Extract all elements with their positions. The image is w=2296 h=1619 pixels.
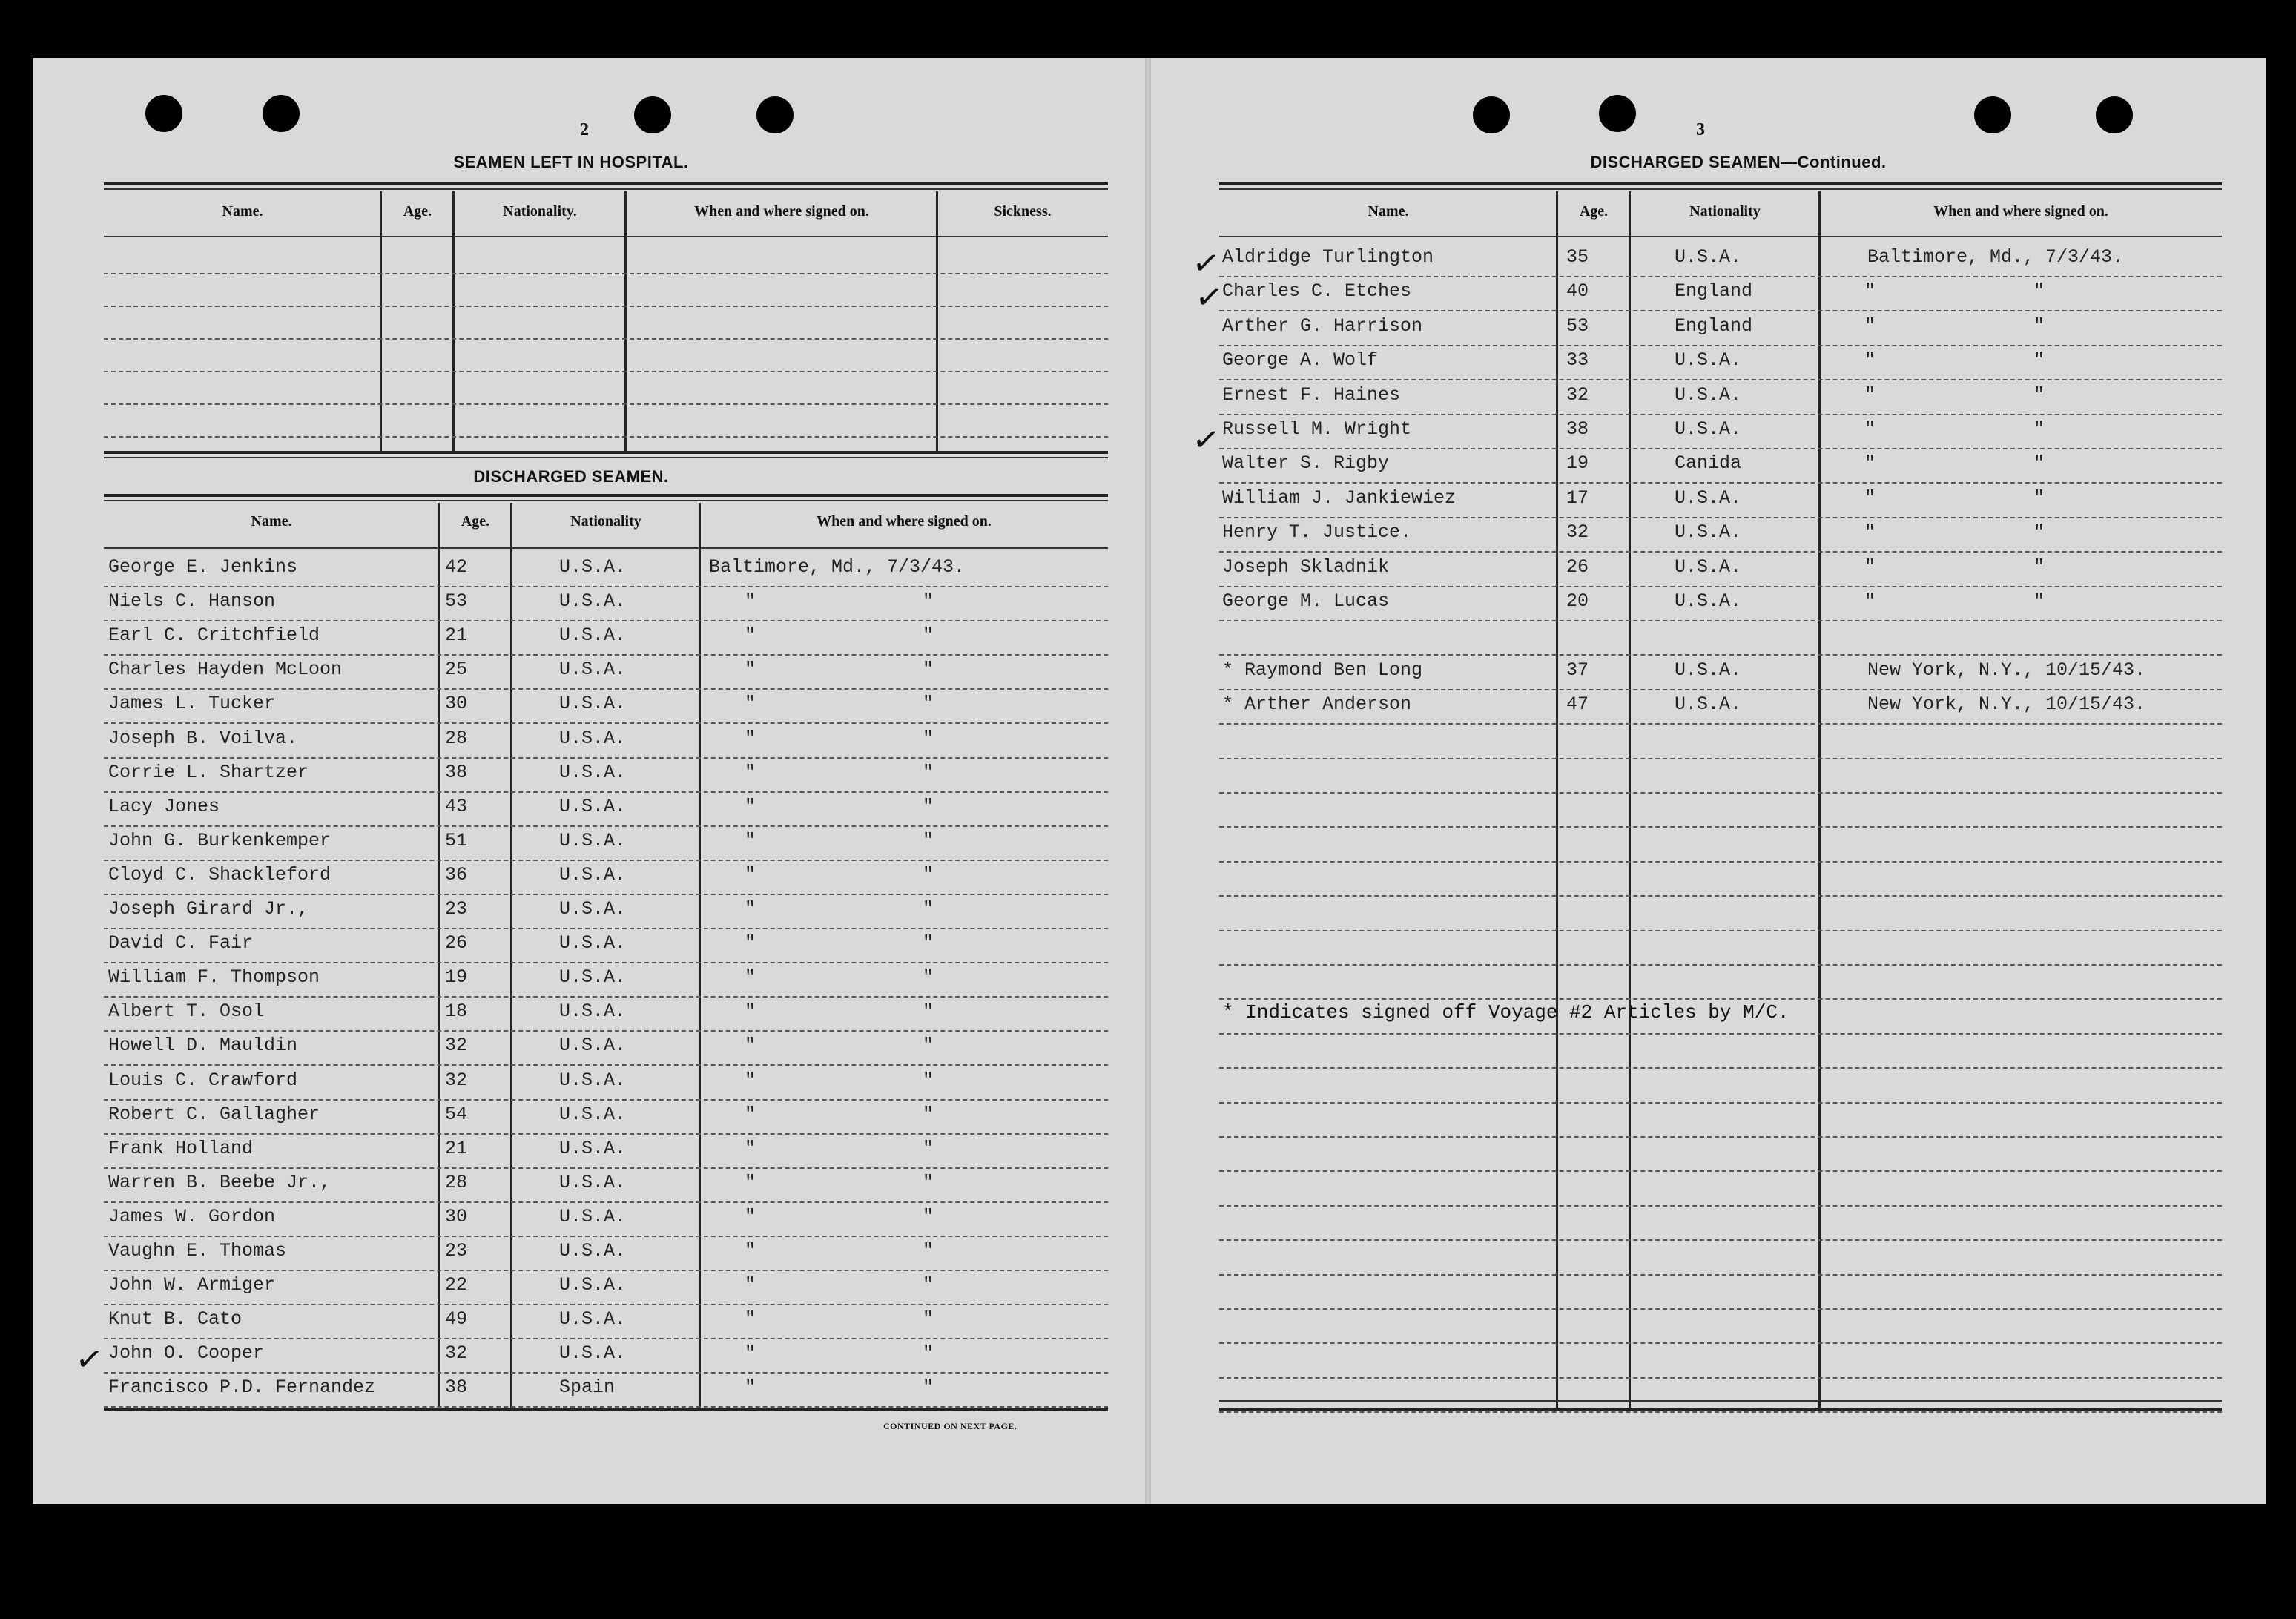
table-row-line xyxy=(1219,414,2222,415)
column-header: When and where signed on. xyxy=(1933,203,2108,220)
seaman-name: Aldridge Turlington xyxy=(1222,246,1434,268)
ditto-mark: " xyxy=(745,863,756,886)
table-row-line xyxy=(1219,1239,2222,1241)
seaman-name: Niels C. Hanson xyxy=(108,590,276,613)
seaman-nationality: U.S.A. xyxy=(559,693,627,715)
seaman-age: 21 xyxy=(445,1137,468,1159)
ditto-mark: " xyxy=(2033,452,2045,475)
ditto-mark: " xyxy=(923,932,934,954)
table-row-line xyxy=(1219,723,2222,725)
seaman-name: William J. Jankiewiez xyxy=(1222,487,1457,509)
seaman-name: David C. Fair xyxy=(108,932,254,954)
table-row-line xyxy=(104,1064,1108,1066)
seaman-nationality: U.S.A. xyxy=(559,898,627,920)
seaman-nationality: U.S.A. xyxy=(559,1035,627,1057)
table-row-line xyxy=(104,1270,1108,1271)
hospital-section-title: SEAMEN LEFT IN HOSPITAL. xyxy=(453,153,689,171)
seaman-name: Russell M. Wright xyxy=(1222,418,1412,440)
seaman-age: 54 xyxy=(445,1103,468,1125)
ditto-mark: " xyxy=(2033,418,2045,440)
ditto-mark: " xyxy=(1864,452,1876,475)
punch-hole xyxy=(1974,96,2011,133)
table-row-line xyxy=(1219,998,2222,1000)
ditto-mark: " xyxy=(745,1376,756,1399)
seaman-name: Henry T. Justice. xyxy=(1222,521,1412,544)
seaman-name: James W. Gordon xyxy=(108,1205,276,1227)
ditto-mark: " xyxy=(2033,590,2045,612)
seaman-name: Joseph Girard Jr., xyxy=(108,898,309,920)
ditto-mark: " xyxy=(923,1137,934,1159)
seaman-age: 23 xyxy=(445,898,468,920)
table-row-line xyxy=(104,722,1108,724)
seaman-nationality: U.S.A. xyxy=(559,1103,627,1125)
ditto-mark: " xyxy=(923,1000,934,1023)
table-row-line xyxy=(104,928,1108,929)
table-row-line xyxy=(1219,551,2222,553)
seaman-name: James L. Tucker xyxy=(108,693,276,715)
seaman-nationality: U.S.A. xyxy=(559,966,627,989)
table-row-line xyxy=(104,962,1108,963)
ditto-mark: " xyxy=(745,829,756,851)
column-header: Nationality xyxy=(1689,203,1761,220)
seaman-age: 25 xyxy=(445,659,468,681)
check-mark: ✓ xyxy=(1192,277,1226,319)
seaman-age: 23 xyxy=(445,1240,468,1262)
ditto-mark: " xyxy=(923,761,934,783)
seaman-nationality: U.S.A. xyxy=(1675,659,1742,681)
table-row-line xyxy=(104,757,1108,759)
ditto-mark: " xyxy=(2033,383,2045,406)
seaman-nationality: England xyxy=(1675,314,1753,337)
seaman-name: Walter S. Rigby xyxy=(1222,452,1390,475)
table-row-line xyxy=(104,1338,1108,1339)
seaman-nationality: U.S.A. xyxy=(559,932,627,954)
ditto-mark: " xyxy=(2033,521,2045,544)
table-row-line xyxy=(104,1167,1108,1169)
ditto-mark: " xyxy=(745,1240,756,1262)
table-row-line xyxy=(1219,895,2222,897)
table-row-line xyxy=(1219,1411,2222,1413)
table-row-line xyxy=(104,825,1108,827)
column-divider xyxy=(1556,191,1558,1408)
seaman-name: Corrie L. Shartzer xyxy=(108,761,309,783)
table-row-line xyxy=(1219,1102,2222,1104)
seaman-name: Louis C. Crawford xyxy=(108,1069,298,1091)
table-row-line xyxy=(104,273,1108,274)
table-row-line xyxy=(104,436,1108,438)
punch-hole xyxy=(145,95,182,132)
ditto-mark: " xyxy=(1864,349,1876,372)
ditto-mark: " xyxy=(923,590,934,613)
seaman-age: 30 xyxy=(445,1205,468,1227)
seaman-age: 32 xyxy=(445,1342,468,1365)
signed-on: Baltimore, Md., 7/3/43. xyxy=(709,556,966,578)
ditto-mark: " xyxy=(1864,383,1876,406)
ditto-mark: " xyxy=(923,795,934,817)
ditto-mark: " xyxy=(923,1240,934,1262)
seaman-nationality: U.S.A. xyxy=(559,795,627,817)
seaman-name: Charles Hayden McLoon xyxy=(108,659,343,681)
table-row-line xyxy=(1219,1274,2222,1276)
punch-hole xyxy=(2096,96,2133,133)
seaman-name: Joseph Skladnik xyxy=(1222,555,1390,578)
table-row-line xyxy=(104,1133,1108,1135)
ditto-mark: " xyxy=(923,1274,934,1296)
punch-hole xyxy=(634,96,671,133)
table-row-line xyxy=(1219,826,2222,828)
punch-hole xyxy=(263,95,300,132)
document-sheet xyxy=(33,58,2266,1504)
seaman-nationality: U.S.A. xyxy=(559,556,627,578)
table-row-line xyxy=(1219,792,2222,794)
seaman-name: John W. Armiger xyxy=(108,1274,276,1296)
punch-hole xyxy=(756,96,794,133)
seaman-nationality: U.S.A. xyxy=(559,1240,627,1262)
column-divider xyxy=(699,503,701,1408)
seaman-name: John G. Burkenkemper xyxy=(108,829,331,851)
ditto-mark: " xyxy=(745,590,756,613)
ditto-mark: " xyxy=(1864,555,1876,578)
seaman-name: Warren B. Beebe Jr., xyxy=(108,1171,331,1193)
ditto-mark: " xyxy=(923,727,934,749)
discharged-continued-title: DISCHARGED SEAMEN—Continued. xyxy=(1590,153,1887,171)
column-header: Name. xyxy=(1368,203,1409,220)
column-header: Age. xyxy=(1579,203,1609,220)
table-row-line xyxy=(104,306,1108,307)
seaman-age: 40 xyxy=(1566,280,1589,303)
ditto-mark: " xyxy=(745,693,756,715)
ditto-mark: " xyxy=(2033,280,2045,303)
column-divider xyxy=(438,503,440,1408)
ditto-mark: " xyxy=(1864,590,1876,612)
ditto-mark: " xyxy=(1864,280,1876,303)
ditto-mark: " xyxy=(923,898,934,920)
column-header: Sickness. xyxy=(994,203,1052,220)
table-row-line xyxy=(1219,689,2222,690)
seaman-age: 17 xyxy=(1566,487,1589,509)
seaman-nationality: U.S.A. xyxy=(1675,555,1742,578)
seaman-age: 35 xyxy=(1566,246,1589,268)
seaman-nationality: U.S.A. xyxy=(1675,487,1742,509)
ditto-mark: " xyxy=(1864,418,1876,440)
ditto-mark: " xyxy=(745,932,756,954)
footnote: * Indicates signed off Voyage #2 Articles by M/C. xyxy=(1222,1001,1789,1023)
table-row-line xyxy=(1219,586,2222,587)
ditto-mark: " xyxy=(1864,521,1876,544)
seaman-nationality: Canida xyxy=(1675,452,1742,475)
seaman-nationality: U.S.A. xyxy=(559,1137,627,1159)
column-header: Name. xyxy=(222,203,263,220)
table-row-line xyxy=(104,403,1108,405)
ditto-mark: " xyxy=(2033,555,2045,578)
seaman-nationality: U.S.A. xyxy=(1675,349,1742,372)
check-mark: ✓ xyxy=(1190,419,1223,461)
table-row-line xyxy=(104,586,1108,587)
seaman-nationality: U.S.A. xyxy=(559,590,627,613)
table-row-line xyxy=(104,1304,1108,1305)
ditto-mark: " xyxy=(745,727,756,749)
column-header: Age. xyxy=(403,203,432,220)
page-number: 2 xyxy=(580,120,589,139)
column-divider xyxy=(452,191,455,451)
ditto-mark: " xyxy=(923,1171,934,1193)
page-fold xyxy=(1145,58,1151,1504)
seaman-age: 32 xyxy=(1566,521,1589,544)
seaman-name: Vaughn E. Thomas xyxy=(108,1240,287,1262)
ditto-mark: " xyxy=(745,898,756,920)
ditto-mark: " xyxy=(745,1171,756,1193)
seaman-age: 32 xyxy=(1566,383,1589,406)
seaman-name: Lacy Jones xyxy=(108,795,220,817)
seaman-name: Albert T. Osol xyxy=(108,1000,265,1023)
punch-hole xyxy=(1473,96,1510,133)
table-row-line xyxy=(1219,345,2222,346)
ditto-mark: " xyxy=(2033,487,2045,509)
ditto-mark: " xyxy=(745,1274,756,1296)
seaman-age: 21 xyxy=(445,624,468,647)
table-row-line xyxy=(1219,1342,2222,1344)
ditto-mark: " xyxy=(923,863,934,886)
column-divider xyxy=(624,191,627,451)
ditto-mark: " xyxy=(923,966,934,989)
seaman-age: 51 xyxy=(445,829,468,851)
seaman-nationality: U.S.A. xyxy=(559,1069,627,1091)
seaman-nationality: U.S.A. xyxy=(1675,693,1742,716)
table-row-line xyxy=(1219,930,2222,931)
seaman-age: 28 xyxy=(445,1171,468,1193)
seaman-nationality: England xyxy=(1675,280,1753,303)
table-row-line xyxy=(104,1236,1108,1237)
seaman-age: 37 xyxy=(1566,659,1589,681)
check-mark: ✓ xyxy=(1190,243,1223,285)
seaman-nationality: U.S.A. xyxy=(559,1171,627,1193)
table-row-line xyxy=(104,996,1108,998)
seaman-age: 30 xyxy=(445,693,468,715)
table-row-line xyxy=(104,654,1108,656)
seaman-nationality: U.S.A. xyxy=(1675,246,1742,268)
seaman-name: Cloyd C. Shackleford xyxy=(108,863,331,886)
seaman-nationality: U.S.A. xyxy=(559,1308,627,1331)
seaman-name: * Arther Anderson xyxy=(1222,693,1412,716)
table-row-line xyxy=(104,620,1108,621)
seaman-age: 38 xyxy=(1566,418,1589,440)
column-header: Nationality xyxy=(570,513,641,530)
ditto-mark: " xyxy=(745,1205,756,1227)
table-row-line xyxy=(1219,1170,2222,1172)
seaman-nationality: U.S.A. xyxy=(559,761,627,783)
table-row-line xyxy=(104,1372,1108,1374)
seaman-name: John O. Cooper xyxy=(108,1342,265,1365)
table-row-line xyxy=(104,791,1108,793)
table-row-line xyxy=(1219,1377,2222,1379)
seaman-age: 53 xyxy=(445,590,468,613)
ditto-mark: " xyxy=(1864,314,1876,337)
table-row-line xyxy=(1219,758,2222,759)
seaman-nationality: U.S.A. xyxy=(559,863,627,886)
seaman-age: 28 xyxy=(445,727,468,749)
seaman-age: 42 xyxy=(445,556,468,578)
seaman-name: Earl C. Critchfield xyxy=(108,624,320,647)
page-number: 3 xyxy=(1696,120,1705,139)
ditto-mark: " xyxy=(923,693,934,715)
table-row-line xyxy=(1219,482,2222,484)
seaman-age: 22 xyxy=(445,1274,468,1296)
ditto-mark: " xyxy=(923,1035,934,1057)
ditto-mark: " xyxy=(745,1308,756,1331)
ditto-mark: " xyxy=(923,624,934,647)
ditto-mark: " xyxy=(923,1103,934,1125)
column-header: Name. xyxy=(251,513,292,530)
column-header: When and where signed on. xyxy=(817,513,992,530)
seaman-nationality: U.S.A. xyxy=(559,1000,627,1023)
table-row-line xyxy=(1219,1136,2222,1138)
seaman-age: 19 xyxy=(1566,452,1589,475)
seaman-age: 49 xyxy=(445,1308,468,1331)
seaman-name: William F. Thompson xyxy=(108,966,320,989)
seaman-age: 53 xyxy=(1566,314,1589,337)
table-row-line xyxy=(1219,861,2222,863)
seaman-nationality: U.S.A. xyxy=(1675,521,1742,544)
signed-on: Baltimore, Md., 7/3/43. xyxy=(1867,246,2124,268)
seaman-nationality: U.S.A. xyxy=(559,659,627,681)
seaman-nationality: U.S.A. xyxy=(1675,590,1742,612)
table-row-line xyxy=(104,688,1108,690)
ditto-mark: " xyxy=(923,659,934,681)
seaman-age: 20 xyxy=(1566,590,1589,612)
table-row-line xyxy=(1219,1033,2222,1035)
column-header: When and where signed on. xyxy=(694,203,869,220)
seaman-name: Ernest F. Haines xyxy=(1222,383,1401,406)
table-row-line xyxy=(1219,1067,2222,1069)
table-row-line xyxy=(1219,310,2222,311)
column-header: Age. xyxy=(461,513,490,530)
table-row-line xyxy=(1219,620,2222,621)
seaman-age: 26 xyxy=(445,932,468,954)
seaman-nationality: U.S.A. xyxy=(559,1205,627,1227)
table-row-line xyxy=(1219,1308,2222,1310)
seaman-age: 43 xyxy=(445,795,468,817)
column-divider xyxy=(1629,191,1631,1408)
seaman-name: Knut B. Cato xyxy=(108,1308,243,1331)
seaman-name: Howell D. Mauldin xyxy=(108,1035,298,1057)
ditto-mark: " xyxy=(745,795,756,817)
ditto-mark: " xyxy=(923,1342,934,1365)
ditto-mark: " xyxy=(1864,487,1876,509)
ditto-mark: " xyxy=(745,624,756,647)
seaman-name: Arther G. Harrison xyxy=(1222,314,1423,337)
table-row-line xyxy=(104,860,1108,861)
ditto-mark: " xyxy=(923,1308,934,1331)
seaman-nationality: U.S.A. xyxy=(559,727,627,749)
ditto-mark: " xyxy=(923,1069,934,1091)
table-row-line xyxy=(104,371,1108,372)
seaman-name: George M. Lucas xyxy=(1222,590,1390,612)
discharged-section-title: DISCHARGED SEAMEN. xyxy=(473,467,669,486)
seaman-age: 33 xyxy=(1566,349,1589,372)
ditto-mark: " xyxy=(2033,349,2045,372)
ditto-mark: " xyxy=(923,829,934,851)
seaman-name: Francisco P.D. Fernandez xyxy=(108,1376,376,1399)
table-row-line xyxy=(1219,448,2222,449)
table-row-line xyxy=(1219,964,2222,966)
seaman-age: 36 xyxy=(445,863,468,886)
continued-note: CONTINUED ON NEXT PAGE. xyxy=(883,1421,1017,1431)
table-row-line xyxy=(104,894,1108,895)
ditto-mark: " xyxy=(2033,314,2045,337)
table-row-line xyxy=(1219,517,2222,518)
seaman-nationality: U.S.A. xyxy=(559,1342,627,1365)
signed-on: New York, N.Y., 10/15/43. xyxy=(1867,659,2146,681)
seaman-age: 32 xyxy=(445,1035,468,1057)
check-mark: ✓ xyxy=(73,1339,106,1381)
seaman-nationality: U.S.A. xyxy=(559,624,627,647)
ditto-mark: " xyxy=(745,1035,756,1057)
table-row-line xyxy=(104,1030,1108,1032)
ditto-mark: " xyxy=(745,1069,756,1091)
ditto-mark: " xyxy=(745,1103,756,1125)
seaman-age: 18 xyxy=(445,1000,468,1023)
seaman-age: 47 xyxy=(1566,693,1589,716)
column-divider xyxy=(510,503,512,1408)
seaman-nationality: Spain xyxy=(559,1376,616,1399)
table-row-line xyxy=(104,1201,1108,1203)
seaman-age: 32 xyxy=(445,1069,468,1091)
seaman-age: 38 xyxy=(445,1376,468,1399)
table-row-line xyxy=(1219,654,2222,656)
ditto-mark: " xyxy=(745,966,756,989)
ditto-mark: " xyxy=(923,1205,934,1227)
column-divider xyxy=(936,191,938,451)
seaman-age: 19 xyxy=(445,966,468,989)
ditto-mark: " xyxy=(745,659,756,681)
table-row-line xyxy=(104,1099,1108,1101)
column-header: Nationality. xyxy=(503,203,577,220)
ditto-mark: " xyxy=(745,1000,756,1023)
ditto-mark: " xyxy=(745,1342,756,1365)
seaman-name: * Raymond Ben Long xyxy=(1222,659,1423,681)
seaman-nationality: U.S.A. xyxy=(559,1274,627,1296)
seaman-age: 26 xyxy=(1566,555,1589,578)
table-row-line xyxy=(1219,1205,2222,1207)
table-row-line xyxy=(1219,276,2222,277)
seaman-name: George A. Wolf xyxy=(1222,349,1379,372)
seaman-nationality: U.S.A. xyxy=(1675,418,1742,440)
column-divider xyxy=(380,191,382,451)
seaman-age: 38 xyxy=(445,761,468,783)
seaman-name: Charles C. Etches xyxy=(1222,280,1412,303)
ditto-mark: " xyxy=(745,761,756,783)
column-divider xyxy=(1818,191,1821,1408)
ditto-mark: " xyxy=(745,1137,756,1159)
ditto-mark: " xyxy=(923,1376,934,1399)
seaman-name: Joseph B. Voilva. xyxy=(108,727,298,749)
signed-on: New York, N.Y., 10/15/43. xyxy=(1867,693,2146,716)
seaman-name: Robert C. Gallagher xyxy=(108,1103,320,1125)
seaman-nationality: U.S.A. xyxy=(559,829,627,851)
seaman-nationality: U.S.A. xyxy=(1675,383,1742,406)
table-row-line xyxy=(104,338,1108,340)
table-row-line xyxy=(1219,379,2222,380)
seaman-name: Frank Holland xyxy=(108,1137,254,1159)
seaman-name: George E. Jenkins xyxy=(108,556,298,578)
punch-hole xyxy=(1599,95,1636,132)
